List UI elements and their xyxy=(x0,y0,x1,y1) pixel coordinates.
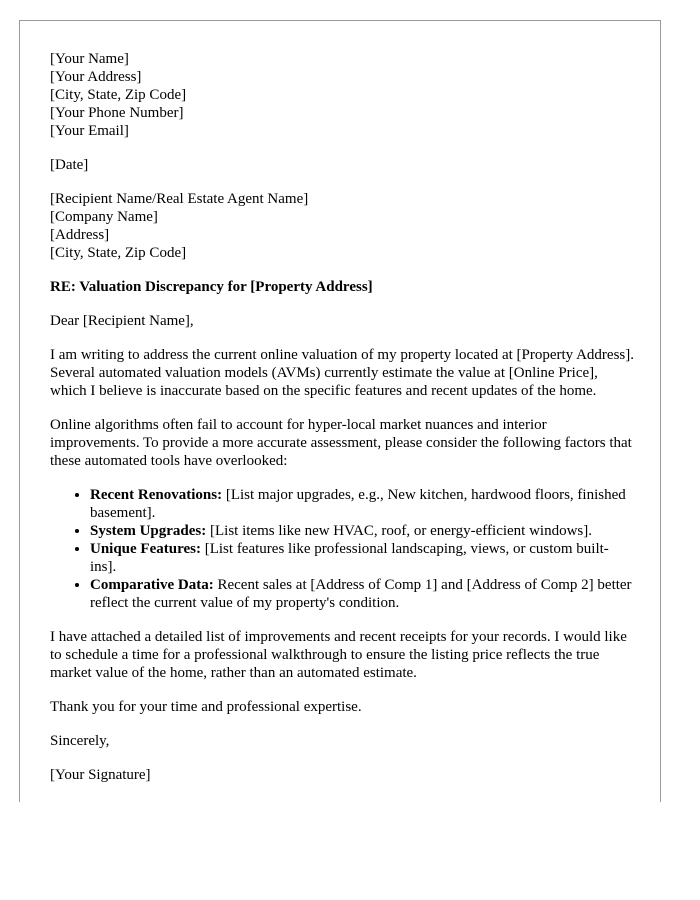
letter-page xyxy=(19,20,661,802)
thanks-paragraph: Thank you for your time and professional expertise. xyxy=(50,699,362,715)
factor-text: [List items like new HVAC, roof, or energy-efficient windows]. xyxy=(206,523,593,539)
factor-label: Comparative Data: xyxy=(90,577,214,593)
factor-text: [List major upgrades, e.g., New kitchen, hardwood floors, finished basement]. xyxy=(90,487,626,521)
list-item xyxy=(90,576,635,612)
recipient-company: [Company Name] xyxy=(50,209,158,225)
signature: [Your Signature] xyxy=(50,767,151,783)
factor-text: [List features like professional landscaping, views, or custom built-ins]. xyxy=(90,541,609,575)
sender-email: [Your Email] xyxy=(50,123,129,139)
recipient-name: [Recipient Name/Real Estate Agent Name] xyxy=(50,191,309,207)
letter-body xyxy=(50,50,635,800)
factor-label: Unique Features: xyxy=(90,541,201,557)
subject-line: RE: Valuation Discrepancy for [Property Address] xyxy=(50,279,373,295)
list-item xyxy=(90,486,635,522)
sender-city-state-zip: [City, State, Zip Code] xyxy=(50,87,187,103)
sender-block xyxy=(50,50,635,140)
factors-list xyxy=(50,486,635,612)
list-item xyxy=(90,522,635,540)
recipient-block xyxy=(50,190,635,262)
recipient-city-state-zip: [City, State, Zip Code] xyxy=(50,245,187,261)
salutation: Dear [Recipient Name], xyxy=(50,313,194,329)
attached-paragraph: I have attached a detailed list of improvements and recent receipts for your records. I would like to schedule a time for a professional walkthrough to ensure the listing price reflects the true market value of the home, rather than an automated estimate. xyxy=(50,629,627,681)
sender-phone: [Your Phone Number] xyxy=(50,105,184,121)
factor-label: System Upgrades: xyxy=(90,523,207,539)
algorithms-paragraph: Online algorithms often fail to account for hyper-local market nuances and interior improvements. To provide a more accurate assessment, please consider the following factors that these automated tools have overlooked: xyxy=(50,417,632,469)
factor-label: Recent Renovations: xyxy=(90,487,223,503)
recipient-address: [Address] xyxy=(50,227,110,243)
sender-name: [Your Name] xyxy=(50,51,129,67)
factor-text: Recent sales at [Address of Comp 1] and [Address of Comp 2] better reflect the current value of my property's condition. xyxy=(90,577,632,611)
sender-address: [Your Address] xyxy=(50,69,142,85)
list-item xyxy=(90,540,635,576)
letter-date: [Date] xyxy=(50,157,89,173)
intro-paragraph: I am writing to address the current online valuation of my property located at [Property Address]. Several automated valuation models (AVMs) currently estimate the value at [Online Price], which I believe is inaccurate based on the specific features and recent updates of the home. xyxy=(50,347,635,399)
closing: Sincerely, xyxy=(50,733,110,749)
